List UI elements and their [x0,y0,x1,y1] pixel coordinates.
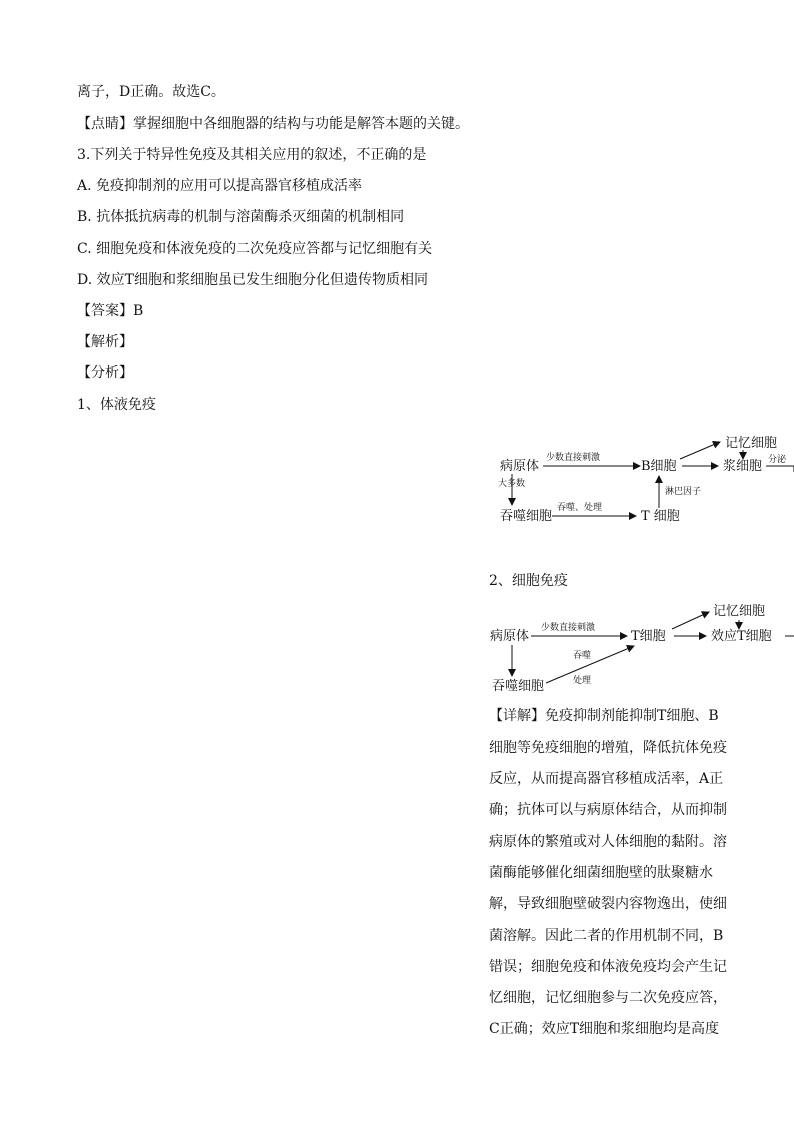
majority-label: 大多数 [498,479,526,489]
detail-line: 反应，从而提高器官移植成活率，A正 [489,771,724,787]
option-d: D. 效应T细胞和浆细胞虽已发生细胞分化但遗传物质相同 [77,272,428,288]
engulf-label: 吞噬 [573,651,592,661]
detail-line: 菌酶能够催化细菌细胞壁的肽聚糖水 [489,865,713,881]
analysis-heading: 【解析】 [77,334,133,350]
phagocyte-label: 吞噬细胞 [492,679,545,694]
pathogen-label: 病原体 [490,629,530,644]
memory-cell-label: 记忆细胞 [725,436,778,451]
pathogen-label: 病原体 [500,459,540,474]
secrete-label: 分泌 [768,455,787,465]
detail-line: 【详解】免疫抑制剂能抑制T细胞、B [489,708,719,724]
plasma-cell-label: 浆细胞 [723,459,763,474]
section1-title: 1、体液免疫 [77,397,156,413]
lymphokine-label: 淋巴因子 [665,487,702,497]
detail-line: 错误；细胞免疫和体液免疫均会产生记 [489,959,727,975]
t-cell-label: T 细胞 [641,509,680,524]
detail-line: 细胞等免疫细胞的增殖，降低抗体免疫 [489,740,727,756]
phagocyte-label: 吞噬细胞 [500,509,553,524]
t-cell-label: T细胞 [631,629,666,644]
effector-t-cell-label: 效应T细胞 [711,629,772,644]
detail-line: 菌溶解。因此二者的作用机制不同，B [489,928,724,944]
memory-cell-label: 记忆细胞 [713,604,766,619]
detail-line: C正确；效应T细胞和浆细胞均是高度 [489,1021,720,1037]
engulf-process-label: 吞噬、处理 [557,503,603,513]
detail-line: 解，导致细胞壁破裂内容物逸出，使细 [489,896,727,912]
option-a: A. 免疫抑制剂的应用可以提高器官移植成活率 [77,178,363,194]
process-label: 处理 [573,676,592,686]
analysis-subheading: 【分析】 [77,365,133,381]
few-direct-label: 少数直接刺激 [541,623,596,633]
b-cell-label: B细胞 [641,459,677,474]
text-line: 离子，D正确。故选C。 [77,84,225,100]
answer-line: 【答案】B [77,303,144,319]
detail-line: 忆细胞，记忆细胞参与二次免疫应答， [489,990,727,1006]
question-stem: 3.下列关于特异性免疫及其相关应用的叙述，不正确的是 [77,147,427,163]
option-b: B. 抗体抵抗病毒的机制与溶菌酶杀灭细菌的机制相同 [77,209,405,225]
section2-title: 2、细胞免疫 [489,573,568,589]
text-line: 【点睛】掌握细胞中各细胞器的结构与功能是解答本题的关键。 [77,116,469,132]
detail-line: 确；抗体可以与病原体结合，从而抑制 [489,802,727,818]
option-c: C. 细胞免疫和体液免疫的二次免疫应答都与记忆细胞有关 [77,241,433,257]
few-direct-label: 少数直接刺激 [546,453,601,463]
detail-line: 病原体的繁殖或对人体细胞的黏附。溶 [489,834,727,850]
